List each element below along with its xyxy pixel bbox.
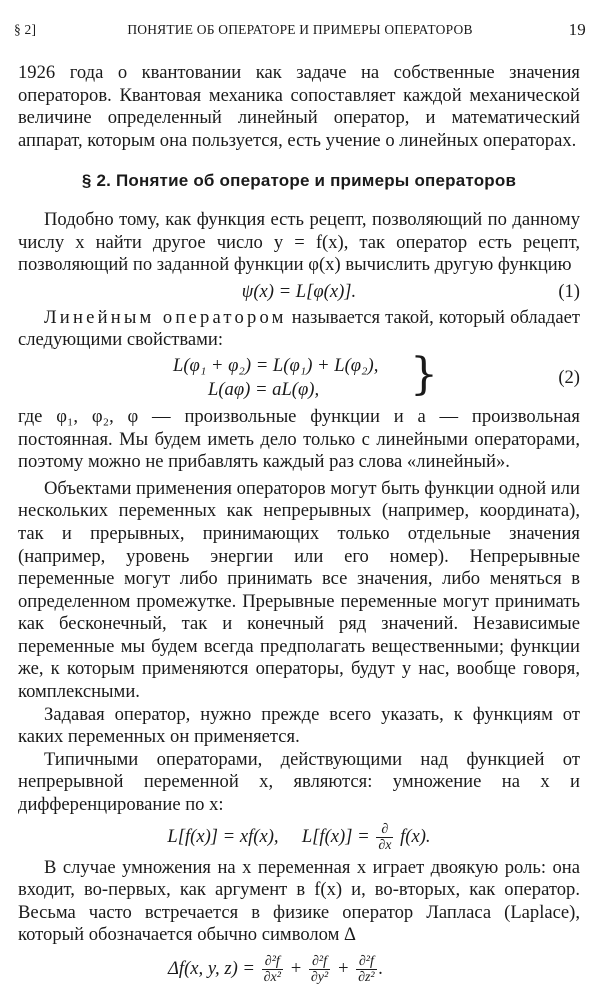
laplace-denominator-x: ∂x²: [263, 970, 281, 986]
equation-3-right-post: f(x).: [400, 825, 431, 847]
header-running-title: ПОНЯТИЕ ОБ ОПЕРАТОРЕ И ПРИМЕРЫ ОПЕРАТОРОВ: [127, 22, 473, 37]
page-number: 19: [568, 20, 586, 39]
laplace-fraction-x: [262, 954, 283, 985]
equation-3: [18, 817, 580, 857]
paragraph-typical-operators: Типичными операторами, действующими над функцией от непрерывной переменной x, являются: умножение на x и дифференцирование по x:: [18, 748, 580, 816]
laplace-denominator-y: ∂y²: [310, 970, 329, 986]
section-heading: § 2. Понятие об операторе и примеры операторов: [81, 171, 517, 191]
paragraph-laplace: В случае умножения на x переменная x играет двоякую роль: она входит, во-первых, как аргумент в f(x) и, во-вторых, как оператор. Весьма часто встречается в физике оператор Лапласа (Laplace), который обозначается обычно символом Δ: [18, 856, 580, 946]
equation-3-right-pre: L[f(x)] =: [301, 825, 370, 847]
laplace-numerator-y: ∂²f: [309, 954, 330, 970]
equation-4: [18, 947, 580, 991]
laplace-fraction-z: [356, 954, 377, 985]
equation-4-end: .: [378, 958, 384, 979]
equation-2-brace: }: [410, 348, 438, 400]
paragraph-operator-definition: Подобно тому, как функция есть рецепт, позволяющий по данному числу x найти другое число y = f(x), так оператор есть рецепт, позволяющий по заданной функции φ(x) вычислить другую функцию: [18, 208, 580, 276]
derivative-fraction: [376, 822, 393, 853]
paragraph-linear-operator: [18, 307, 580, 352]
equation-1-body: ψ(x) = L[φ(x)].: [241, 280, 357, 302]
derivative-numerator: ∂: [376, 822, 393, 838]
equation-1: [18, 277, 580, 307]
equation-2-number: (2): [558, 366, 580, 388]
equation-3-left: L[f(x)] = xf(x),: [167, 825, 279, 847]
equation-1-number: (1): [558, 280, 580, 302]
laplace-numerator-z: ∂²f: [356, 954, 377, 970]
page-body: [18, 62, 580, 991]
laplace-numerator-x: ∂²f: [262, 954, 283, 970]
linear-operator-term: Линейным оператором: [44, 306, 287, 328]
laplace-fraction-y: [309, 954, 330, 985]
equation-2-line-2: L(aφ) = aL(φ),: [208, 378, 320, 400]
linear-operator-rest: называется такой, который обладает следующими свойствами:: [18, 306, 580, 351]
paragraph-objects-of-operators: Объектами применения операторов могут быть функции одной или нескольких переменных как непрерывных (например, координата), так и прерывных, принимающих только отдельные значения (например, уровень энергии или его номер). Непрерывные переменные могут либо принимать все значения, либо меняться в определенном промежутке. Прерывные переменные могут принимать как бесконечный, так и конечный ряд значений. Независимые переменные мы будем всегда предполагать вещественными; функции же, к которым применяются операторы, будут у нас, вообще говоря, комплексными.: [18, 477, 580, 703]
paragraph-specifying-operator: Задавая оператор, нужно прежде всего указать, к функциям от каких переменных он применяется.: [18, 703, 580, 748]
plus-sign-2: +: [336, 958, 350, 979]
plus-sign-1: +: [289, 958, 303, 979]
equation-2-line-1: L(φ₁ + φ₂) = L(φ₁) + L(φ₂),: [173, 354, 379, 376]
paragraph-arbitrary-functions: где φ₁, φ₂, φ — произвольные функции и a — произвольная постоянная. Мы будем иметь дело только с линейными операторами, поэтому можно не прибавлять каждый раз слова «линейный».: [18, 405, 580, 473]
paragraph-intro: 1926 года о квантовании как задаче на собственные значения операторов. Квантовая механика сопоставляет каждой механической величине определенный линейный оператор, и математический аппарат, которым она пользуется, есть учение о линейных операторах.: [18, 62, 580, 151]
laplace-denominator-z: ∂z²: [358, 970, 375, 986]
derivative-denominator: ∂x: [378, 837, 392, 853]
header-section-ref: § 2]: [14, 22, 37, 37]
equation-4-pre: Δf(x, y, z) =: [168, 958, 255, 979]
running-header: [14, 22, 586, 42]
equation-2: [18, 348, 580, 404]
